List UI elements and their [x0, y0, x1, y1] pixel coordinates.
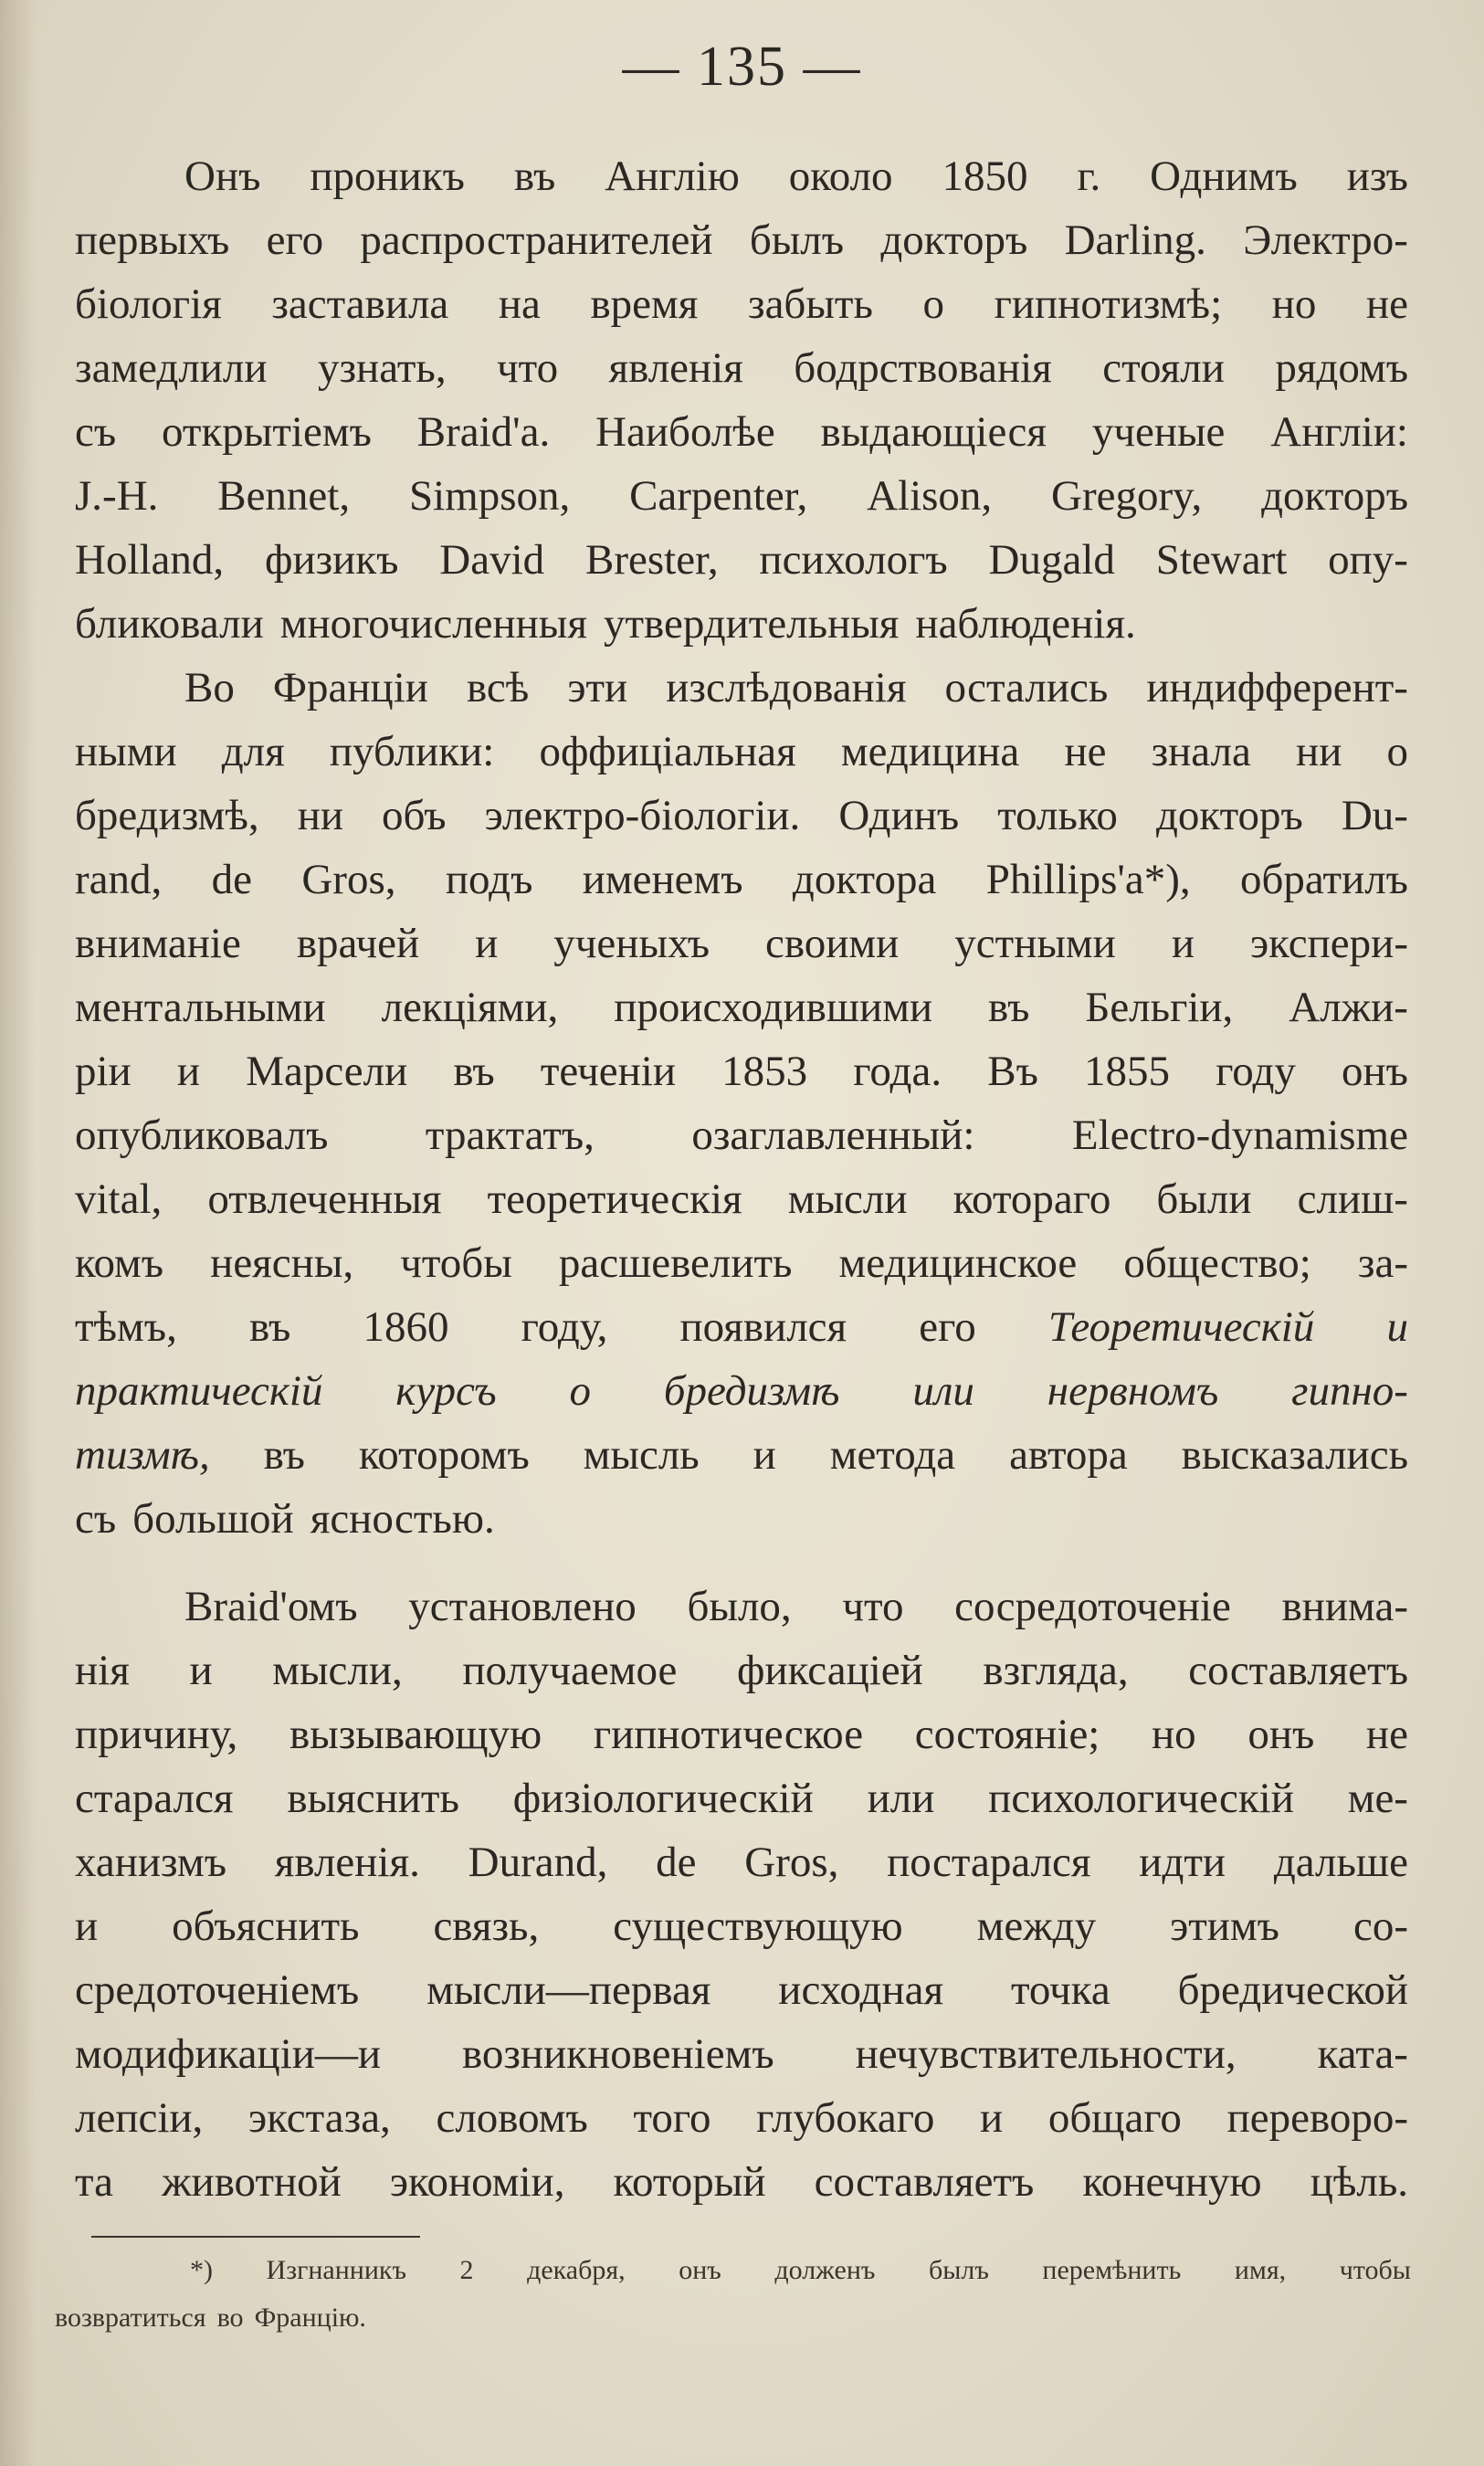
- paragraph-1: [75, 144, 1408, 656]
- text-line: съ открытіемъ Braid'a. Наиболѣе выдающіеся ученые Англіи:: [75, 408, 1408, 456]
- text-line: та животной экономіи, который составляетъ конечную цѣль.: [75, 2158, 1408, 2206]
- text-line: вниманіе врачей и ученыхъ своими устными и экспери-: [75, 920, 1408, 967]
- text-line: vital, отвлеченныя теоретическія мысли котораго были слиш-: [75, 1175, 1408, 1223]
- text-line: опубликовалъ трактатъ, озаглавленный: Electro-dynamisme: [75, 1112, 1408, 1159]
- text-line: ханизмъ явленія. Durand, de Gros, постарался идти дальше: [75, 1839, 1408, 1886]
- page-number: — 135 —: [622, 36, 862, 98]
- text-line: Braid'омъ установлено было, что сосредоточеніе внима-: [184, 1583, 1408, 1630]
- text-line-mixed: тѣмъ, въ 1860 году, появился его Теоретическій и: [75, 1303, 1408, 1351]
- footnote-line: *) Изгнанникъ 2 декабря, онъ долженъ былъ перемѣнить имя, чтобы: [190, 2255, 1411, 2285]
- text-line: съ большой ясностью.: [75, 1495, 495, 1543]
- text-line: бликовали многочисленныя утвердительныя наблюденія.: [75, 600, 1136, 648]
- paragraph-3: [75, 1575, 1408, 2214]
- text-line: біологія заставила на время забыть о гипнотизмѣ; но не: [75, 280, 1408, 328]
- text-line: ментальными лекціями, происходившими въ Бельгіи, Алжи-: [75, 984, 1408, 1031]
- footnote-divider: [91, 2236, 420, 2238]
- text-line: модификаціи—и возникновеніемъ нечувствительности, ката-: [75, 2030, 1408, 2078]
- text-line: ными для публики: оффиціальная медицина не знала ни о: [75, 728, 1408, 775]
- text-line: rand, de Gros, подъ именемъ доктора Phillips'a*), обратилъ: [75, 856, 1408, 903]
- text-line: причину, вызывающую гипнотическое состояніе; но онъ не: [75, 1711, 1408, 1758]
- text-line: средоточеніемъ мысли—первая исходная точка бредической: [75, 1966, 1408, 2014]
- footnote-line: возвратиться во Францію.: [55, 2303, 366, 2333]
- text-line: J.-H. Bennet, Simpson, Carpenter, Alison, Gregory, докторъ: [75, 472, 1408, 520]
- text-line: первыхъ его распространителей былъ докторъ Darling. Электро-: [75, 216, 1408, 264]
- text-line: Онъ проникъ въ Англію около 1850 г. Однимъ изъ: [184, 153, 1408, 200]
- paragraph-2: [75, 656, 1408, 1551]
- text-line: бредизмѣ, ни объ электро-біологіи. Одинъ только докторъ Du-: [75, 792, 1408, 839]
- footnote: [55, 2247, 1411, 2342]
- text-line: Во Франціи всѣ эти изслѣдованія остались индифферент-: [184, 664, 1408, 711]
- text-line-mixed: тизмѣ, въ которомъ мысль и метода автора высказались: [75, 1431, 1408, 1479]
- text-line: ріи и Марсели въ теченіи 1853 года. Въ 1855 году онъ: [75, 1048, 1408, 1095]
- text-line: замедлили узнать, что явленія бодрствованія стояли рядомъ: [75, 344, 1408, 392]
- main-text: [75, 144, 1408, 2214]
- italic-title-line: практическій курсъ о бредизмѣ или нервномъ гипно-: [75, 1367, 1408, 1415]
- text-line: Holland, физикъ David Brester, психологъ Dugald Stewart опу-: [75, 536, 1408, 584]
- text-line: лепсіи, экстаза, словомъ того глубокаго и общаго переворо-: [75, 2094, 1408, 2142]
- text-line: старался выяснить физіологическій или психологическій ме-: [75, 1775, 1408, 1822]
- text-line: комъ неясны, чтобы расшевелить медицинское общество; за-: [75, 1239, 1408, 1287]
- text-line: и объяснить связь, существующую между этимъ со-: [75, 1902, 1408, 1950]
- text-line: нія и мысли, получаемое фиксаціей взгляда, составляетъ: [75, 1647, 1408, 1694]
